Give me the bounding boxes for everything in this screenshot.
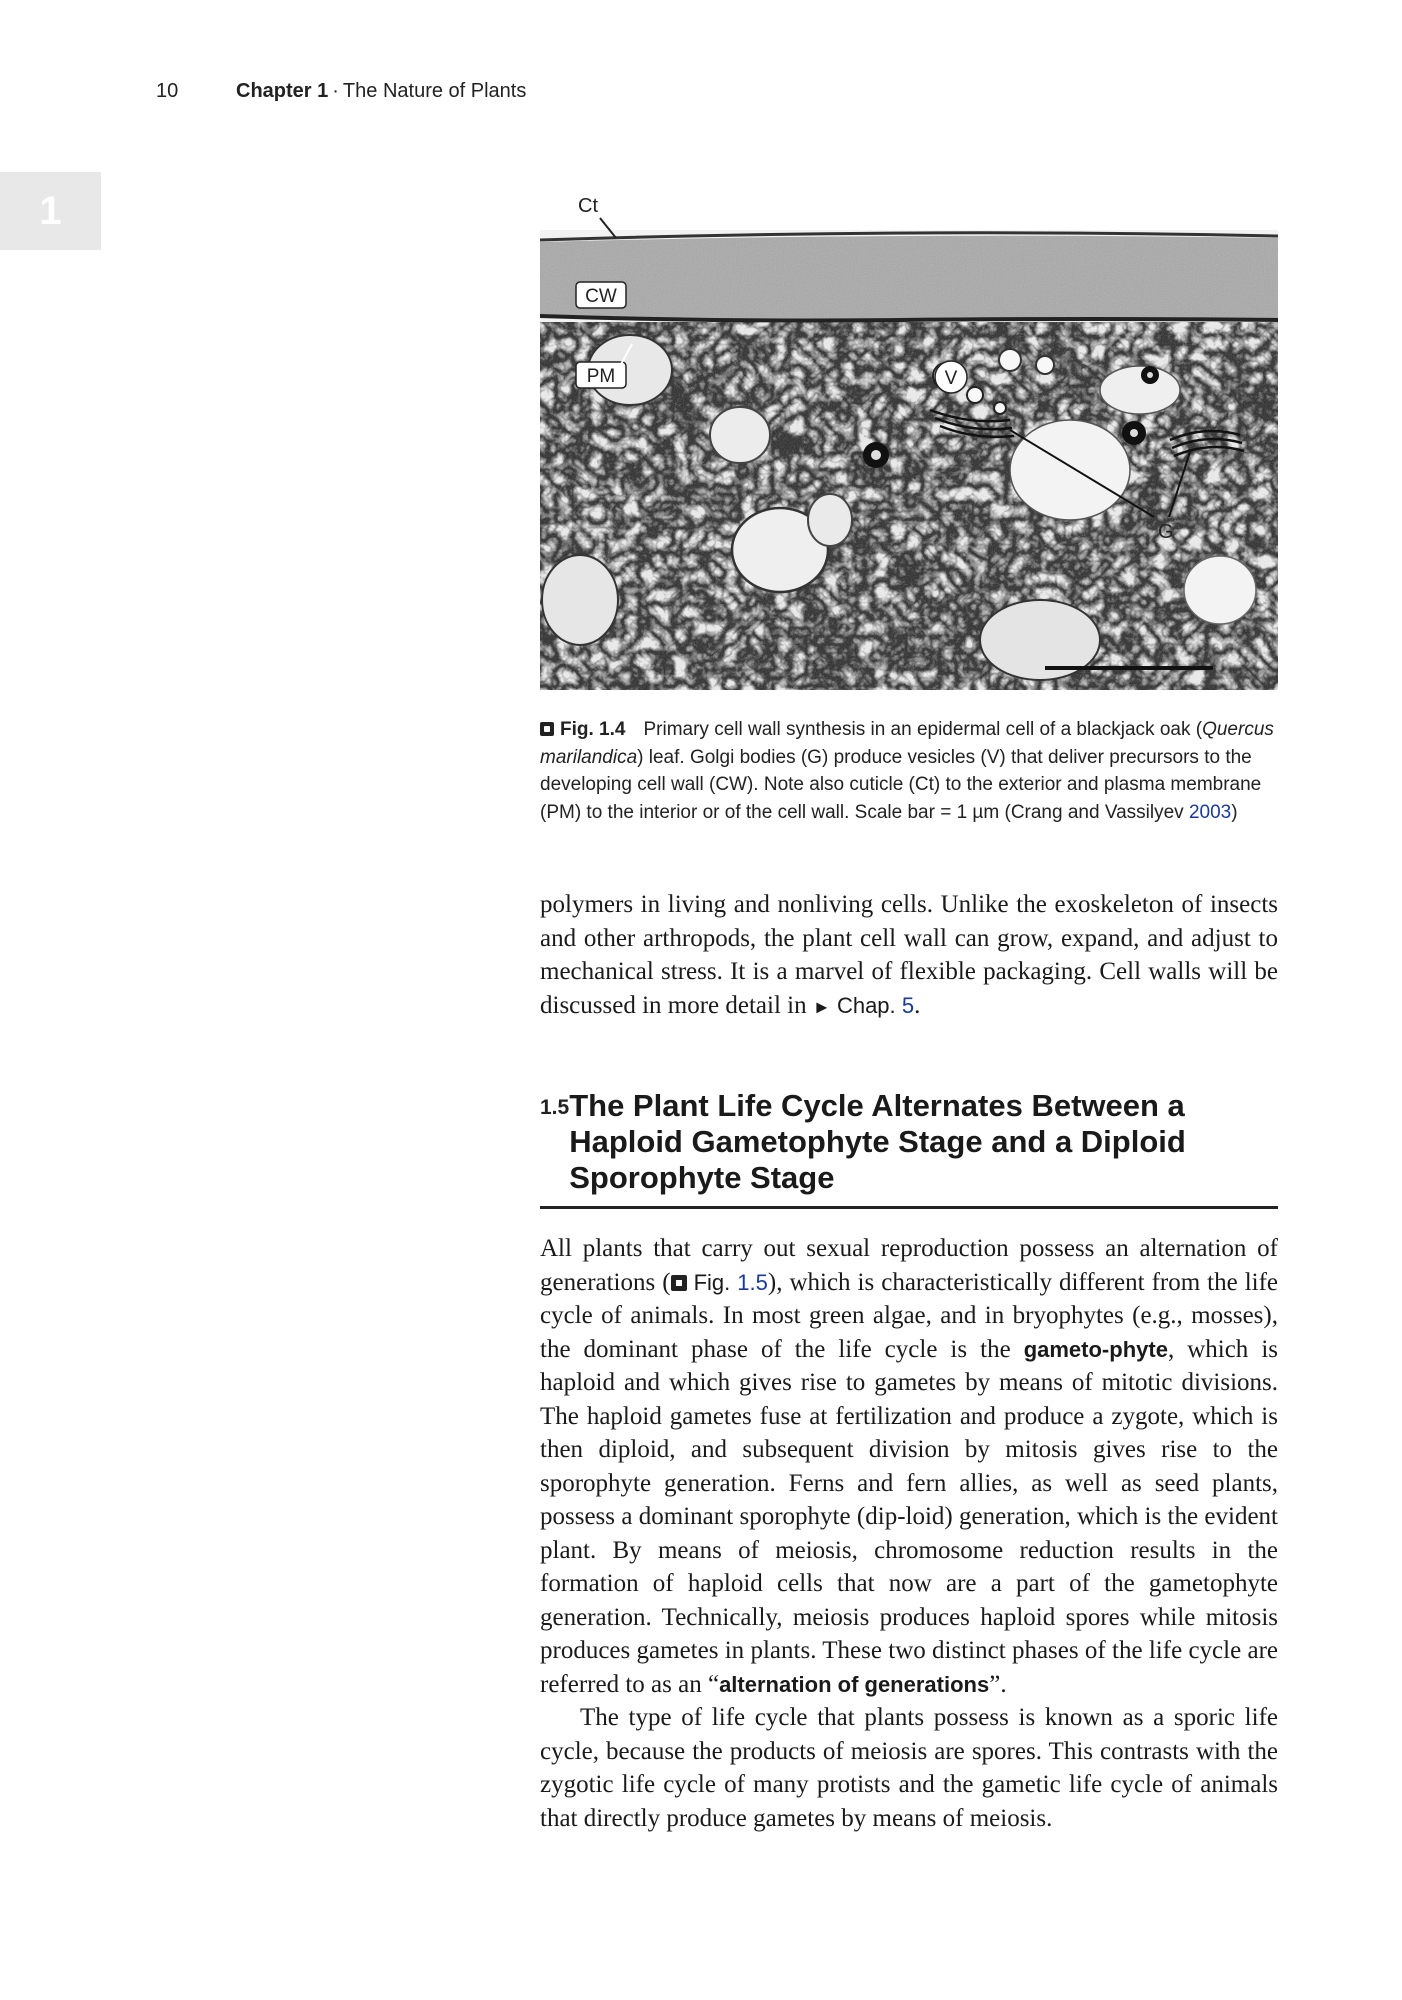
label-ct: Ct bbox=[578, 195, 598, 217]
caption-text: ) bbox=[1231, 801, 1238, 823]
running-header bbox=[156, 80, 526, 103]
label-v: V bbox=[944, 368, 958, 389]
label-g: G bbox=[1158, 521, 1174, 543]
arrow-icon: ► bbox=[812, 996, 831, 1017]
caption-text: Primary cell wall synthesis in an epidermal cell of a blackjack oak ( bbox=[643, 719, 1203, 740]
species-name: Quercus marilandica bbox=[540, 719, 1274, 768]
punctuation: . bbox=[914, 991, 921, 1019]
caption-text: ) leaf. Golgi bodies (G) produce vesicles (V) that deliver precursors to the developing cell wall (CW). Note also cuticle (Ct) to the exterior and plasma membrane (PM) to the interior or of the cell wall. Scale bar = 1 µm (Crang and Vassilyev bbox=[540, 746, 1262, 823]
label-pm: PM bbox=[586, 366, 616, 387]
section-title: The Plant Life Cycle Alternates Between a Haploid Gametophyte Stage and a Diploid Sporophyte Stage bbox=[569, 1088, 1186, 1195]
label-cw: CW bbox=[585, 286, 617, 307]
paragraph-text: polymers in living and nonliving cells. Unlike the exoskeleton of insects and other arthropods, the plant cell wall can grow, expand, and adjust to mechanical stress. It is a marvel of flexible packaging. Cell walls will be discussed in more detail in bbox=[540, 891, 1278, 1019]
citation-link[interactable]: 2003 bbox=[1188, 801, 1232, 823]
term-alternation-of-generations: alternation of generations bbox=[719, 1671, 990, 1697]
figure-label: Fig. 1.4 bbox=[560, 719, 626, 740]
figure-icon bbox=[671, 1275, 687, 1291]
chapter-label: Chapter 1 bbox=[236, 80, 329, 102]
body-paragraphs bbox=[540, 1232, 1278, 1835]
figure-caption bbox=[540, 716, 1278, 826]
paragraph-text: All plants that carry out sexual reproduction possess an alternation of generations ( bbox=[540, 1235, 1278, 1296]
paragraph-text: , which is haploid and which gives rise to gametes by means of mitotic divisions. The haploid gametes fuse at fertilization and produce a zygote, which is then diploid, and subsequent division by mitosis gives rise to the sporophyte generation. Ferns and fern allies, as well as seed plants, possess a dominant sporophyte (dip-loid) generation, which is the evident plant. By means of meiosis, chromosome reduction results in the formation of haploid cells that now are a part of the gametophyte generation. Technically, meiosis produces haploid spores while mitosis produces gametes in plants. These two distinct phases of the life cycle are referred to as an “ bbox=[540, 1335, 1278, 1698]
chapter-title: The Nature of Plants bbox=[342, 80, 527, 102]
header-separator: · bbox=[332, 80, 339, 102]
chapter-tab: 1 bbox=[0, 172, 101, 250]
paragraph-2: The type of life cycle that plants possess is known as a sporic life cycle, because the products of meiosis are spores. This contrasts with the zygotic life cycle of many protists and the gametic life cycle of animals that directly produce gametes by means of meiosis. bbox=[540, 1704, 1278, 1832]
figure-ref-label: Fig. bbox=[693, 1269, 731, 1295]
intro-paragraph bbox=[540, 888, 1278, 1024]
micrograph-image bbox=[540, 170, 1278, 690]
chapter-link[interactable]: 5 bbox=[901, 992, 915, 1018]
figure-icon bbox=[540, 722, 554, 736]
section-heading bbox=[540, 1088, 1278, 1196]
paragraph-text: ), which is characteristically different from the life cycle of animals. In most green algae, and in bryophytes (e.g., mosses), the dominant phase of the life cycle is the bbox=[540, 1268, 1279, 1363]
section-divider bbox=[540, 1206, 1278, 1209]
figure-link[interactable]: 1.5 bbox=[737, 1269, 768, 1295]
scale-bar bbox=[1045, 666, 1213, 670]
term-gametophyte: gameto-phyte bbox=[1023, 1336, 1168, 1362]
section-number: 1.5 bbox=[540, 1096, 570, 1119]
page-number: 10 bbox=[156, 80, 179, 102]
chapter-ref-label: Chap. bbox=[836, 992, 896, 1018]
paragraph-1 bbox=[540, 1232, 1278, 1701]
micrograph-figure bbox=[540, 170, 1278, 690]
paragraph-text: ”. bbox=[989, 1670, 1007, 1698]
